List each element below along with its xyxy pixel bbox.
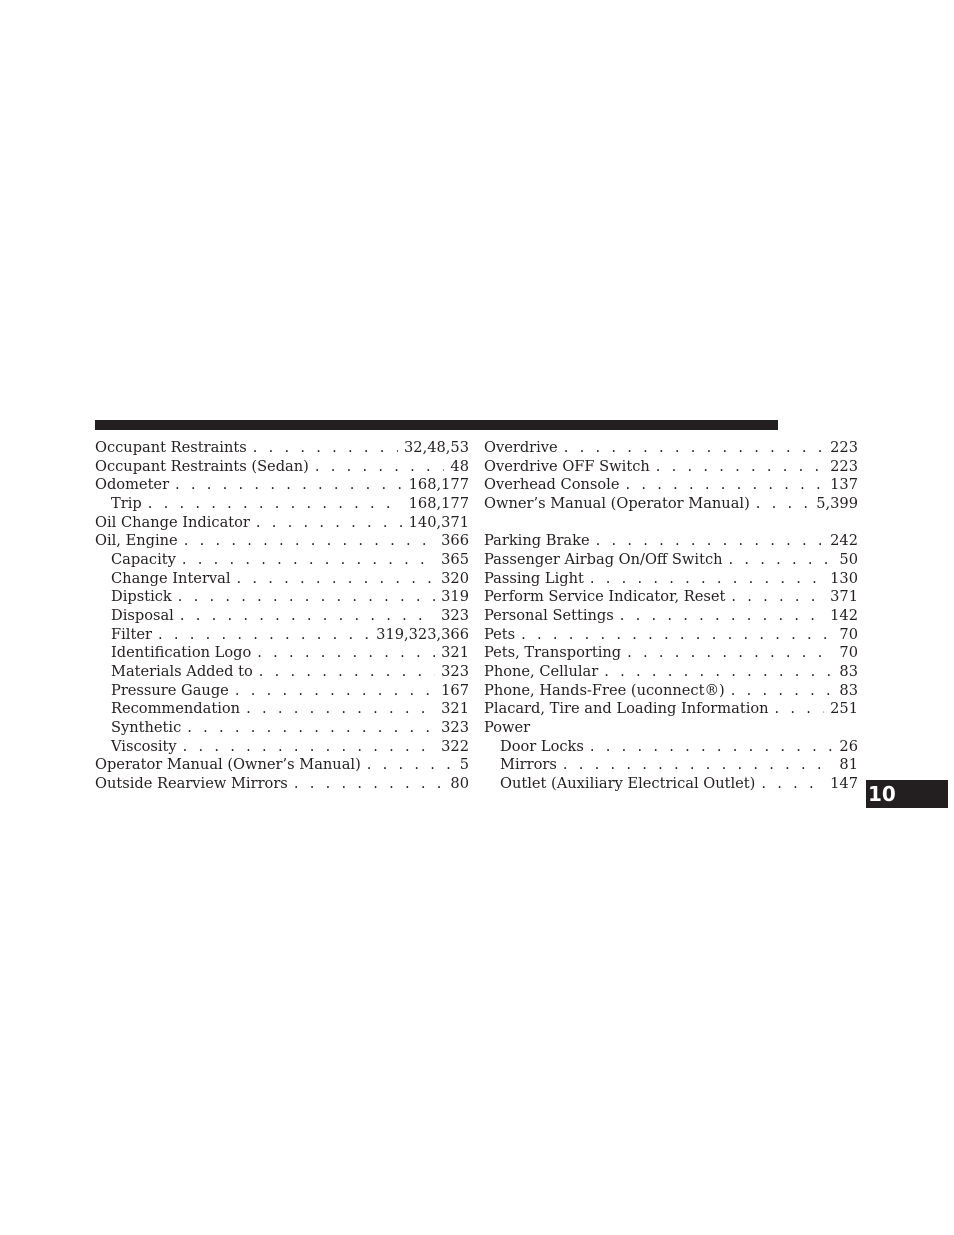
dot-leader — [237, 570, 436, 589]
entry-page-numbers: 81 — [839, 756, 858, 774]
entry-label: Odometer — [95, 476, 170, 494]
index-entry — [484, 607, 858, 626]
index-entry — [484, 700, 858, 719]
entry-label: Filter — [111, 625, 152, 643]
index-entry — [484, 663, 858, 682]
entry-page-numbers: 142 — [830, 606, 858, 624]
index-subentry — [95, 644, 469, 663]
index-entry — [95, 532, 469, 551]
entry-label: Passenger Airbag On/Off Switch — [484, 550, 723, 568]
entry-label: Overhead Console — [484, 476, 620, 494]
index-entry — [484, 570, 858, 589]
dot-leader — [184, 532, 435, 551]
entry-label: Overdrive — [484, 439, 558, 456]
dot-leader — [731, 588, 824, 607]
entry-label: Synthetic — [111, 718, 182, 736]
index-entry — [484, 476, 858, 495]
entry-label: Disposal — [111, 606, 174, 624]
entry-page-numbers: 223 — [830, 457, 858, 475]
entry-label: Capacity — [111, 550, 176, 568]
entry-label: Outside Rearview Mirrors — [95, 774, 288, 792]
entry-page-numbers: 242 — [830, 532, 858, 550]
index-entry — [484, 644, 858, 663]
dot-leader — [729, 551, 834, 570]
entry-page-numbers: 320 — [441, 569, 469, 587]
entry-label: Phone, Hands-Free (uconnect®) — [484, 681, 725, 699]
dot-leader — [590, 738, 834, 757]
index-entry — [95, 756, 469, 775]
entry-page-numbers: 321 — [441, 700, 469, 718]
index-entry — [484, 626, 858, 645]
entry-page-numbers: 147 — [830, 774, 858, 792]
dot-leader — [731, 682, 834, 701]
entry-label: Oil, Engine — [95, 532, 178, 550]
entry-label: Overdrive OFF Switch — [484, 457, 650, 475]
dot-leader — [590, 570, 824, 589]
dot-leader — [620, 607, 824, 626]
index-subentry — [95, 570, 469, 589]
entry-label: Dipstick — [111, 588, 172, 606]
dot-leader — [148, 495, 403, 514]
index-subentry — [95, 738, 469, 757]
index-column-left — [95, 439, 469, 793]
entry-label: Personal Settings — [484, 606, 614, 624]
dot-leader — [257, 644, 435, 663]
index-entry — [484, 458, 858, 477]
index-subentry — [484, 756, 858, 775]
entry-label: Change Interval — [111, 569, 231, 587]
entry-page-numbers: 50 — [839, 550, 858, 568]
dot-leader — [756, 495, 810, 514]
entry-page-numbers: 319,323,366 — [376, 625, 469, 643]
dot-leader — [315, 458, 445, 477]
entry-label: Perform Service Indicator, Reset — [484, 588, 726, 606]
entry-page-numbers: 168,177 — [408, 476, 469, 494]
entry-label: Parking Brake — [484, 532, 590, 550]
entry-page-numbers: 167 — [441, 681, 469, 699]
entry-label: Oil Change Indicator — [95, 513, 250, 531]
index-entry — [484, 439, 858, 458]
entry-label: Phone, Cellular — [484, 662, 599, 680]
dot-leader — [604, 663, 833, 682]
entry-page-numbers: 32,48,53 — [404, 439, 469, 456]
entry-page-numbers: 130 — [830, 569, 858, 587]
entry-label: Passing Light — [484, 569, 584, 587]
index-subentry — [95, 663, 469, 682]
index-entry — [95, 476, 469, 495]
entry-page-numbers: 70 — [839, 644, 858, 662]
index-entry — [484, 682, 858, 701]
index-subentry — [95, 626, 469, 645]
entry-page-numbers: 371 — [830, 588, 858, 606]
index-subentry — [484, 738, 858, 757]
dot-leader — [183, 738, 435, 757]
index-entry — [95, 514, 469, 533]
index-entry — [95, 775, 469, 794]
dot-leader — [182, 551, 435, 570]
entry-page-numbers: 319 — [441, 588, 469, 606]
index-subentry — [95, 588, 469, 607]
index-entry — [484, 495, 858, 514]
entry-page-numbers: 321 — [441, 644, 469, 662]
entry-label: Recommendation — [111, 700, 241, 718]
entry-label: Placard, Tire and Loading Information — [484, 700, 769, 718]
entry-page-numbers: 168,177 — [408, 494, 469, 512]
entry-label: Operator Manual (Owner’s Manual) — [95, 756, 361, 774]
entry-label: Mirrors — [500, 756, 557, 774]
dot-leader — [158, 626, 370, 645]
index-gap — [484, 514, 858, 533]
entry-page-numbers: 322 — [441, 737, 469, 755]
dot-leader — [187, 719, 435, 738]
index-entry — [484, 719, 858, 738]
entry-label: Materials Added to — [111, 662, 253, 680]
index-column-right — [484, 439, 858, 793]
dot-leader — [521, 626, 833, 645]
section-tab: 10 — [866, 780, 948, 808]
dot-leader — [246, 700, 435, 719]
entry-label: Occupant Restraints — [95, 439, 247, 456]
index-entry — [95, 458, 469, 477]
index-subentry — [95, 495, 469, 514]
dot-leader — [656, 458, 824, 477]
index-subentry — [95, 607, 469, 626]
entry-label: Pressure Gauge — [111, 681, 229, 699]
dot-leader — [564, 439, 824, 458]
entry-label: Occupant Restraints (Sedan) — [95, 457, 309, 475]
dot-leader — [563, 756, 834, 775]
entry-page-numbers: 140,371 — [408, 513, 469, 531]
dot-leader — [627, 644, 833, 663]
dot-leader — [180, 607, 435, 626]
dot-leader — [775, 700, 825, 719]
entry-label: Pets — [484, 625, 516, 643]
dot-leader — [761, 775, 824, 794]
entry-page-numbers: 48 — [450, 457, 469, 475]
entry-page-numbers: 80 — [450, 774, 469, 792]
entry-page-numbers: 365 — [441, 550, 469, 568]
index-entry — [484, 588, 858, 607]
entry-page-numbers: 83 — [839, 681, 858, 699]
entry-page-numbers: 26 — [839, 737, 858, 755]
dot-leader — [178, 588, 435, 607]
dot-leader — [175, 476, 403, 495]
entry-page-numbers: 366 — [441, 532, 469, 550]
entry-label: Viscosity — [111, 737, 177, 755]
dot-leader — [253, 439, 398, 458]
entry-page-numbers: 251 — [830, 700, 858, 718]
entry-page-numbers: 223 — [830, 439, 858, 456]
entry-label: Owner’s Manual (Operator Manual) — [484, 494, 750, 512]
index-subentry — [484, 775, 858, 794]
dot-leader — [235, 682, 435, 701]
entry-page-numbers: 323 — [441, 718, 469, 736]
entry-label: Identification Logo — [111, 644, 252, 662]
header-rule — [95, 420, 778, 430]
index-subentry — [95, 700, 469, 719]
dot-leader — [625, 476, 824, 495]
dot-leader — [596, 532, 825, 551]
entry-page-numbers: 137 — [830, 476, 858, 494]
entry-page-numbers: 323 — [441, 606, 469, 624]
dot-leader — [256, 514, 403, 533]
entry-page-numbers: 5 — [459, 756, 469, 774]
entry-label: Outlet (Auxiliary Electrical Outlet) — [500, 774, 756, 792]
entry-page-numbers: 5,399 — [816, 494, 858, 512]
entry-label: Door Locks — [500, 737, 584, 755]
index-entry — [484, 551, 858, 570]
entry-label: Pets, Transporting — [484, 644, 622, 662]
dot-leader — [294, 775, 445, 794]
index-subentry — [95, 719, 469, 738]
entry-page-numbers: 83 — [839, 662, 858, 680]
index-subentry — [95, 682, 469, 701]
entry-page-numbers: 323 — [441, 662, 469, 680]
entry-label: Power — [484, 718, 531, 736]
entry-page-numbers: 70 — [839, 625, 858, 643]
dot-leader — [367, 756, 454, 775]
index-entry — [484, 532, 858, 551]
entry-label: Trip — [111, 494, 142, 512]
index-entry — [95, 439, 469, 458]
dot-leader — [259, 663, 435, 682]
index-subentry — [95, 551, 469, 570]
